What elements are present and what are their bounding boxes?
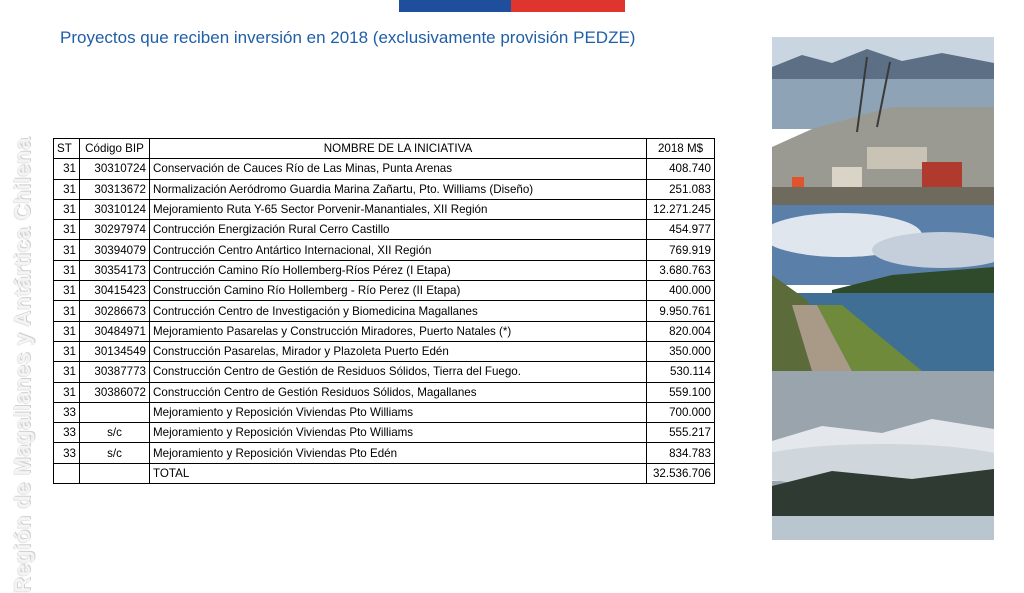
table-row — [54, 199, 715, 219]
row-name: Conservación de Cauces Río de Las Minas, Punta Arenas — [150, 159, 647, 179]
row-st: 31 — [54, 179, 80, 199]
header-st: ST — [54, 139, 80, 159]
row-name: Mejoramiento y Reposición Viviendas Pto Williams — [150, 423, 647, 443]
row-st: 31 — [54, 382, 80, 402]
row-name: Construcción Centro de Gestión Residuos Sólidos, Magallanes — [150, 382, 647, 402]
table-row — [54, 159, 715, 179]
row-name: Contrucción Energización Rural Cerro Castillo — [150, 220, 647, 240]
header-code: Código BIP — [80, 139, 150, 159]
row-st: 31 — [54, 281, 80, 301]
total-amount: 32.536.706 — [647, 463, 715, 483]
total-code-cell — [80, 463, 150, 483]
row-st: 33 — [54, 402, 80, 422]
row-code: 30310124 — [80, 199, 150, 219]
side-region-text: Región de Magallanes y Antártica Chilena — [10, 137, 35, 593]
row-code: s/c — [80, 443, 150, 463]
row-code: 30394079 — [80, 240, 150, 260]
row-code: 30387773 — [80, 362, 150, 382]
row-st: 31 — [54, 240, 80, 260]
row-name: Normalización Aeródromo Guardia Marina Zañartu, Pto. Williams (Diseño) — [150, 179, 647, 199]
misty-fjord-photo — [772, 371, 994, 540]
table-header-row — [54, 139, 715, 159]
row-name: Mejoramiento y Reposición Viviendas Pto Edén — [150, 443, 647, 463]
header-amount: 2018 M$ — [647, 139, 715, 159]
flag-stripe-blue — [399, 0, 511, 12]
row-code: 30310724 — [80, 159, 150, 179]
table-row — [54, 179, 715, 199]
row-code: 30286673 — [80, 301, 150, 321]
row-name: Construcción Camino Río Hollemberg - Río Perez (II Etapa) — [150, 281, 647, 301]
table-row — [54, 240, 715, 260]
row-st: 31 — [54, 199, 80, 219]
table-row — [54, 301, 715, 321]
row-code: 30484971 — [80, 321, 150, 341]
row-name: Contrucción Centro de Investigación y Biomedicina Magallanes — [150, 301, 647, 321]
row-st: 31 — [54, 321, 80, 341]
row-amount: 454.977 — [647, 220, 715, 240]
row-st: 31 — [54, 220, 80, 240]
row-amount: 9.950.761 — [647, 301, 715, 321]
row-amount: 820.004 — [647, 321, 715, 341]
row-amount: 530.114 — [647, 362, 715, 382]
row-st: 31 — [54, 260, 80, 280]
table-row — [54, 220, 715, 240]
row-st: 31 — [54, 301, 80, 321]
slide-title: Proyectos que reciben inversión en 2018 (exclusivamente provisión PEDZE) — [60, 28, 636, 47]
table-row — [54, 382, 715, 402]
row-code: 30415423 — [80, 281, 150, 301]
row-code: 30134549 — [80, 341, 150, 361]
row-amount: 408.740 — [647, 159, 715, 179]
table-row — [54, 362, 715, 382]
flag-stripe-red — [511, 0, 625, 12]
row-amount: 700.000 — [647, 402, 715, 422]
row-st: 31 — [54, 362, 80, 382]
row-code: 30313672 — [80, 179, 150, 199]
row-name: Construcción Centro de Gestión de Residuos Sólidos, Tierra del Fuego. — [150, 362, 647, 382]
row-code — [80, 402, 150, 422]
table-row — [54, 321, 715, 341]
row-amount: 559.100 — [647, 382, 715, 402]
row-amount: 12.271.245 — [647, 199, 715, 219]
row-code: 30354173 — [80, 260, 150, 280]
coastal-road-photo — [772, 205, 994, 371]
projects-table — [53, 138, 715, 484]
row-name: Mejoramiento Ruta Y-65 Sector Porvenir-Manantiales, XII Región — [150, 199, 647, 219]
row-st: 31 — [54, 159, 80, 179]
table-row — [54, 341, 715, 361]
row-amount: 834.783 — [647, 443, 715, 463]
photo-column — [772, 37, 994, 540]
row-amount: 350.000 — [647, 341, 715, 361]
row-name: Contrucción Camino Río Hollemberg-Ríos Pérez (I Etapa) — [150, 260, 647, 280]
row-name: Mejoramiento Pasarelas y Construcción Miradores, Puerto Natales (*) — [150, 321, 647, 341]
row-amount: 769.919 — [647, 240, 715, 260]
row-st: 33 — [54, 443, 80, 463]
row-amount: 555.217 — [647, 423, 715, 443]
row-amount: 3.680.763 — [647, 260, 715, 280]
total-label: TOTAL — [150, 463, 647, 483]
table-row — [54, 260, 715, 280]
table-row — [54, 423, 715, 443]
row-st: 33 — [54, 423, 80, 443]
port-construction-photo — [772, 37, 994, 205]
row-name: Mejoramiento y Reposición Viviendas Pto Williams — [150, 402, 647, 422]
row-code: 30297974 — [80, 220, 150, 240]
table-row — [54, 443, 715, 463]
row-st: 31 — [54, 341, 80, 361]
table-row — [54, 281, 715, 301]
table-row — [54, 402, 715, 422]
row-amount: 251.083 — [647, 179, 715, 199]
header-name: NOMBRE DE LA INICIATIVA — [150, 139, 647, 159]
row-amount: 400.000 — [647, 281, 715, 301]
total-st-cell — [54, 463, 80, 483]
row-code: 30386072 — [80, 382, 150, 402]
total-row — [54, 463, 715, 483]
row-name: Construcción Pasarelas, Mirador y Plazoleta Puerto Edén — [150, 341, 647, 361]
row-name: Contrucción Centro Antártico Internacional, XII Región — [150, 240, 647, 260]
row-code: s/c — [80, 423, 150, 443]
